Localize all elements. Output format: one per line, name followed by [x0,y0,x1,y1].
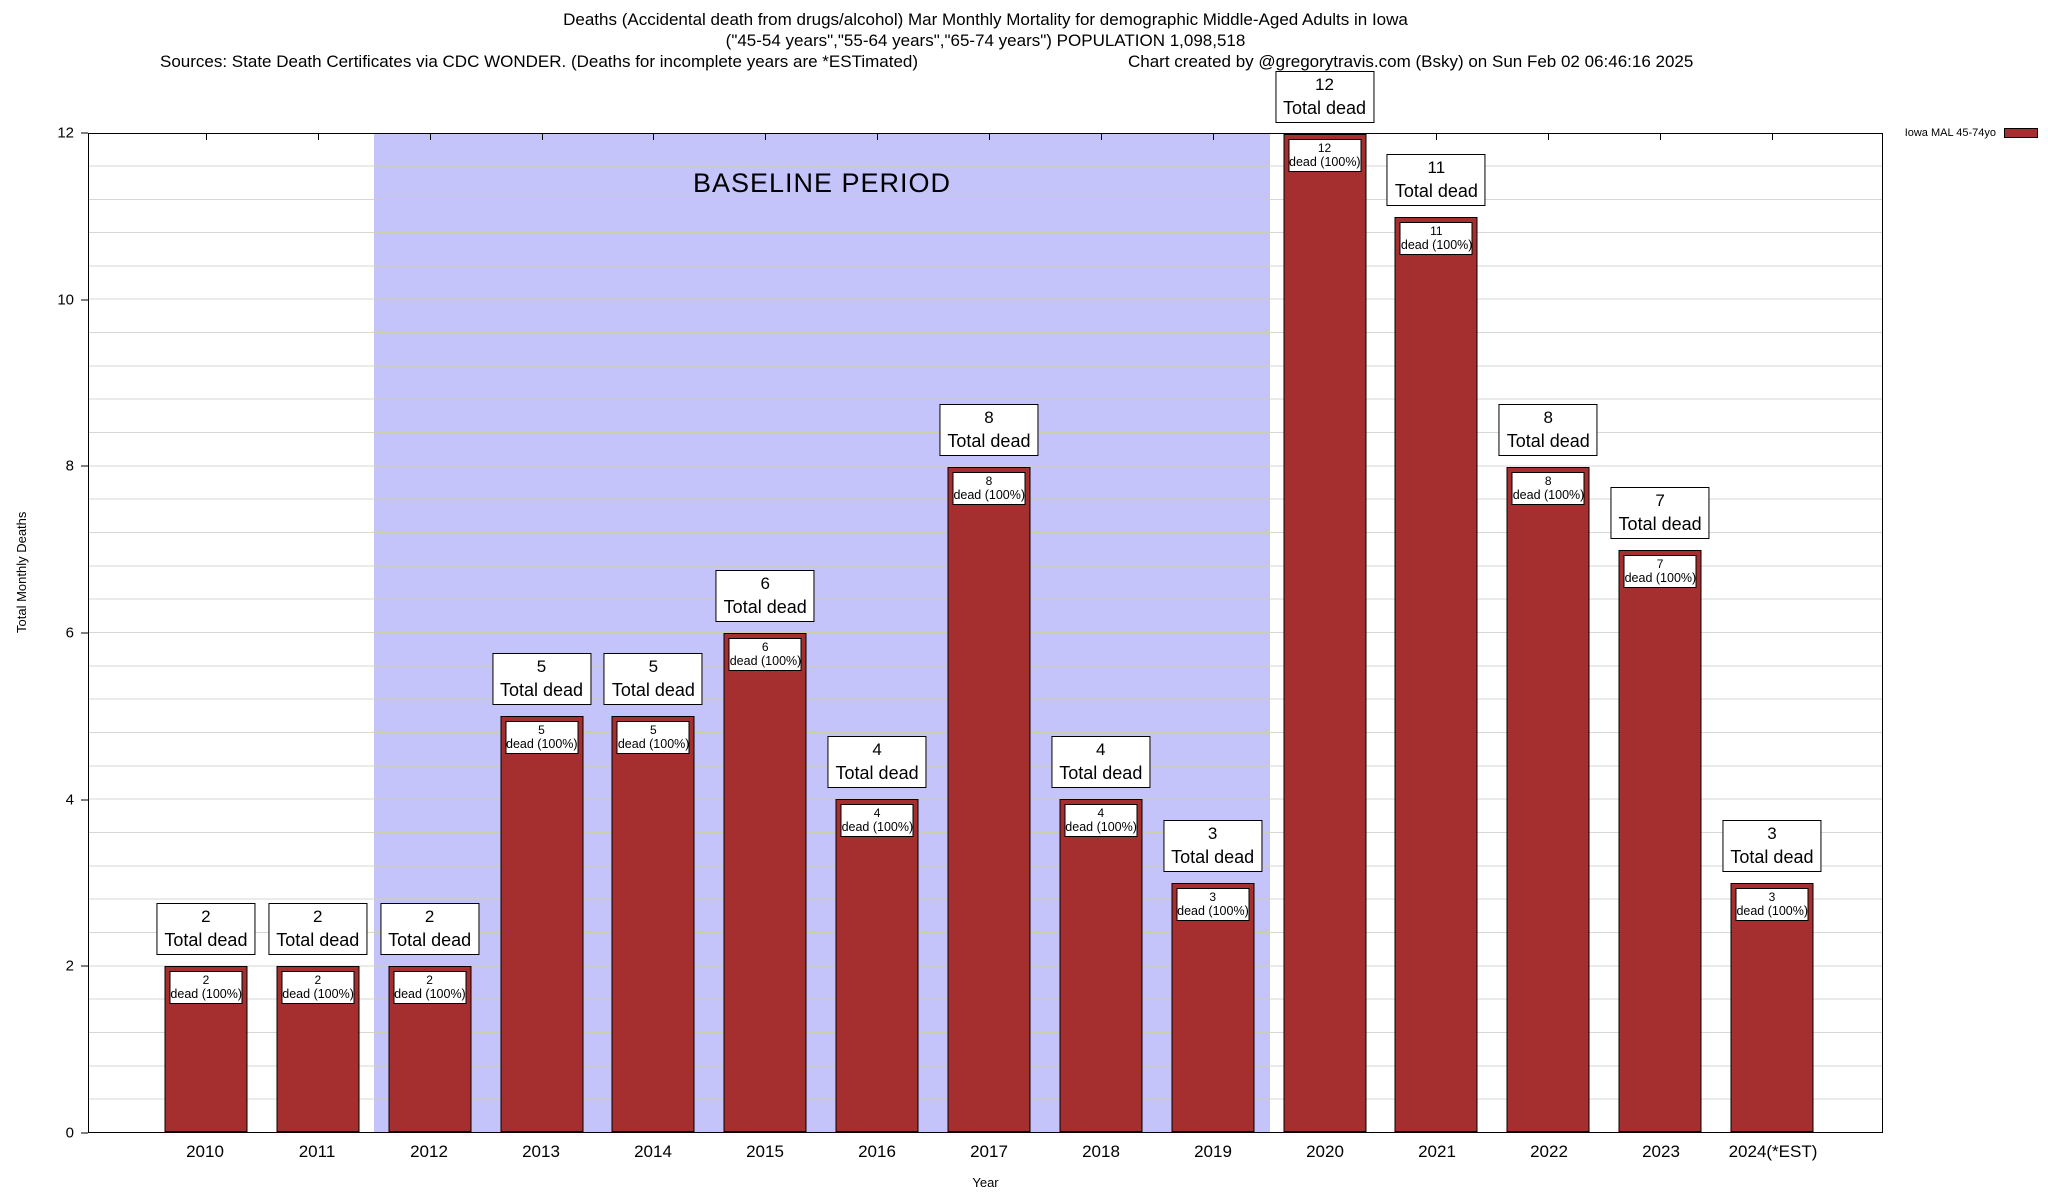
bar[interactable] [276,966,359,1132]
bar[interactable] [947,467,1030,1132]
x-tick-label: 2023 [1642,1142,1680,1161]
bar-total-label-box [380,903,479,955]
chart-title: Deaths (Accidental death from drugs/alcohol) Mar Monthly Mortality for demographic Middle-Aged Adults in Iowa [563,10,1408,29]
bar-total-label: Total dead [835,763,919,784]
y-tick-label: 4 [65,791,74,809]
bar-inner-label-box [729,638,802,671]
bar-total-label: Total dead [1171,846,1255,867]
bar-slot [597,134,709,1132]
bar-inner-label-box [393,971,466,1004]
bar-inner-label: dead (100%) [170,986,242,1001]
bar-inner-label-box [952,472,1025,505]
bar-inner-value: 12 [1317,141,1332,155]
y-axis-title: Total Monthly Deaths [14,511,29,633]
bar-total-label-box [1722,820,1821,872]
bar-slot [821,134,933,1132]
bar-inner-label-box [617,721,690,754]
bar-total-label-box [1387,154,1486,206]
bar-inner-value: 8 [985,473,993,488]
x-tick-label: 2011 [298,1142,336,1161]
bar-total-label: Total dead [1282,98,1367,118]
y-tick-mark [81,633,88,634]
y-tick-label: 12 [57,124,74,142]
legend-color-swatch [2004,128,2038,138]
top-axis-tick [653,134,654,140]
bar[interactable] [612,716,695,1132]
bar[interactable] [1283,134,1366,1132]
bar-total-label-box [492,653,591,705]
credit-note: Chart created by @gregorytravis.com (Bsky) on Sun Feb 02 06:46:16 2025 [1128,52,1694,71]
y-tick-label: 6 [65,624,74,642]
bar-slot [709,134,821,1132]
y-tick-label: 2 [65,957,74,975]
bar-total-value: 5 [536,657,547,677]
bar-inner-label: dead (100%) [841,820,914,835]
bar-inner-label: dead (100%) [729,654,802,668]
bar-inner-value: 3 [1209,889,1216,904]
bar-inner-label-box [281,971,354,1004]
bar-slot [933,134,1045,1132]
top-axis-tick [1660,134,1661,140]
x-tick-label: 2015 [746,1142,784,1161]
bar-slot [150,134,262,1132]
y-tick-mark [81,466,88,467]
bar[interactable] [1730,883,1813,1133]
top-axis-tick [1548,134,1549,140]
bar-inner-label: dead (100%) [1177,903,1249,918]
y-tick-mark [81,1133,88,1134]
bar-total-label: Total dead [1618,513,1702,534]
bar[interactable] [1507,467,1590,1132]
bar-inner-value: 6 [761,640,769,654]
bar-total-label: Total dead [276,929,360,950]
bar-inner-value: 5 [650,723,657,738]
bar-total-label-box [1275,71,1374,123]
bar-inner-label-box [1288,139,1361,172]
bar-inner-value: 2 [314,972,322,987]
bar[interactable] [1395,217,1478,1132]
bar-inner-label: dead (100%) [617,737,690,752]
bar[interactable] [388,966,471,1132]
x-tick-label: 2024(*EST) [1728,1142,1818,1161]
bar-inner-label: dead (100%) [1512,487,1585,502]
bar-total-label: Total dead [723,597,807,617]
bar[interactable] [1619,550,1702,1132]
bar-inner-label-box [1735,888,1808,921]
plot-area [88,75,1883,1133]
bar-total-label-box [1163,820,1262,872]
bar-total-label-box [716,570,815,622]
top-axis-tick [1101,134,1102,140]
y-tick-mark [81,966,88,967]
top-axis-tick [430,134,431,140]
top-axis-tick [1772,134,1773,140]
bar-inner-label: dead (100%) [1736,903,1809,918]
bar-inner-label: dead (100%) [1624,570,1697,585]
bar-inner-label-box [505,721,578,754]
top-axis-tick [542,134,543,140]
legend-label: Iowa MAL 45-74yo [1904,127,1996,139]
top-axis-tick [206,134,207,140]
bar-total-label-box [939,404,1038,456]
y-tick-label: 0 [65,1124,74,1142]
x-tick-label: 2019 [1194,1142,1232,1161]
bar-inner-label: dead (100%) [1065,820,1137,835]
bar[interactable] [164,966,247,1132]
bar-total-label: Total dead [388,929,472,950]
bar-total-value: 8 [984,407,994,427]
bar-slot [1045,134,1157,1132]
bar-total-value: 8 [1543,407,1553,427]
bar-slot [1492,134,1604,1132]
bar-total-label: Total dead [1394,181,1478,202]
bar-total-value: 4 [1096,740,1106,760]
bar-inner-label-box [1624,555,1697,588]
bar-total-value: 2 [313,906,323,926]
y-axis-tick-labels [0,124,80,1142]
bar-total-label-box [156,903,255,955]
bar-total-value: 6 [760,574,770,593]
bar-inner-value: 11 [1430,224,1443,239]
bar-total-value: 7 [1655,490,1665,510]
y-tick-label: 10 [57,291,74,309]
x-tick-label: 2016 [858,1142,896,1161]
bar-inner-label: dead (100%) [282,986,354,1001]
bar-total-value: 2 [201,906,211,926]
top-axis-tick [318,134,319,140]
bar-inner-label-box [1176,888,1249,921]
x-tick-label: 2022 [1530,1142,1568,1161]
bar-inner-value: 3 [1768,889,1776,904]
y-tick-mark [81,799,88,800]
bar-total-label: Total dead [499,680,584,701]
bar-inner-value: 2 [202,972,210,987]
bar-inner-value: 8 [1544,473,1552,488]
bar-inner-label: dead (100%) [953,487,1026,502]
bar[interactable] [500,716,583,1132]
bar-inner-value: 2 [426,972,433,987]
bar-slot [1380,134,1492,1132]
bar-inner-label-box [1400,222,1473,255]
x-tick-label: 2017 [970,1142,1008,1161]
bar-total-value: 4 [872,740,882,760]
bar-total-value: 3 [1767,823,1777,843]
bar-slot [1716,134,1828,1132]
bar-total-label: Total dead [1730,846,1814,867]
bar-inner-value: 7 [1656,556,1664,571]
bar-total-label-box [1051,736,1150,788]
bar-slot [486,134,598,1132]
x-tick-label: 2014 [634,1142,672,1161]
bar-total-label-box [1499,404,1598,456]
y-tick-label: 8 [65,457,74,475]
bar-inner-value: 4 [1097,806,1105,821]
bar[interactable] [1059,799,1142,1132]
top-axis-tick [765,134,766,140]
bar-slot [262,134,374,1132]
bar-inner-label: dead (100%) [1289,155,1361,169]
bar-total-label: Total dead [164,929,248,950]
bar-slot [1157,134,1269,1132]
bar-total-label: Total dead [611,680,695,701]
bar-inner-label: dead (100%) [506,737,578,752]
x-tick-label: 2020 [1306,1142,1344,1161]
bar-inner-value: 4 [873,806,881,821]
bar-total-label-box [828,736,927,788]
legend [1905,127,2038,139]
bar-total-label-box [604,653,703,705]
bar-total-value: 3 [1207,823,1218,843]
bar-inner-label: dead (100%) [394,986,466,1001]
bar-inner-label-box [1512,472,1585,505]
bar-slot [374,134,486,1132]
bar-slot [1604,134,1716,1132]
bar-total-label: Total dead [1059,763,1143,784]
x-tick-label: 2012 [410,1142,448,1161]
x-tick-label: 2021 [1418,1142,1456,1161]
top-axis-tick [989,134,990,140]
bar-total-label-box [1611,487,1710,539]
bar-inner-label-box [841,804,914,837]
bar-slot [1269,75,1381,1132]
x-tick-label: 2018 [1082,1142,1120,1161]
bar-total-label-box [268,903,367,955]
bar[interactable] [836,799,919,1132]
bar[interactable] [1171,883,1254,1133]
y-tick-mark [81,133,88,134]
bar-total-value: 5 [648,657,659,677]
bar-total-value: 2 [424,906,435,926]
top-axis-tick [877,134,878,140]
bar-total-label: Total dead [1506,430,1590,451]
chart-subtitle: ("45-54 years","55-64 years","65-74 years") POPULATION 1,098,518 [725,31,1246,50]
bar[interactable] [724,633,807,1132]
bars-row [89,75,1882,1132]
bar-inner-label-box [169,971,242,1004]
bar-inner-label-box [1064,804,1137,837]
x-axis-tick-labels [88,1142,1883,1162]
bar-total-label: Total dead [947,430,1031,451]
top-axis-tick [1436,134,1437,140]
bar-total-value: 11 [1427,158,1446,178]
baseline-period-label: BASELINE PERIOD [692,168,952,198]
bar-total-value: 12 [1315,75,1334,94]
bar-inner-value: 5 [538,723,545,738]
x-tick-label: 2013 [522,1142,560,1161]
x-axis-title: Year [972,1175,999,1190]
sources-note: Sources: State Death Certificates via CDC WONDER. (Deaths for incomplete years are *ESTimated) [160,52,919,71]
y-tick-mark [81,299,88,300]
x-tick-label: 2010 [186,1142,224,1161]
bar-inner-label: dead (100%) [1400,238,1473,253]
top-axis-tick [1213,134,1214,140]
